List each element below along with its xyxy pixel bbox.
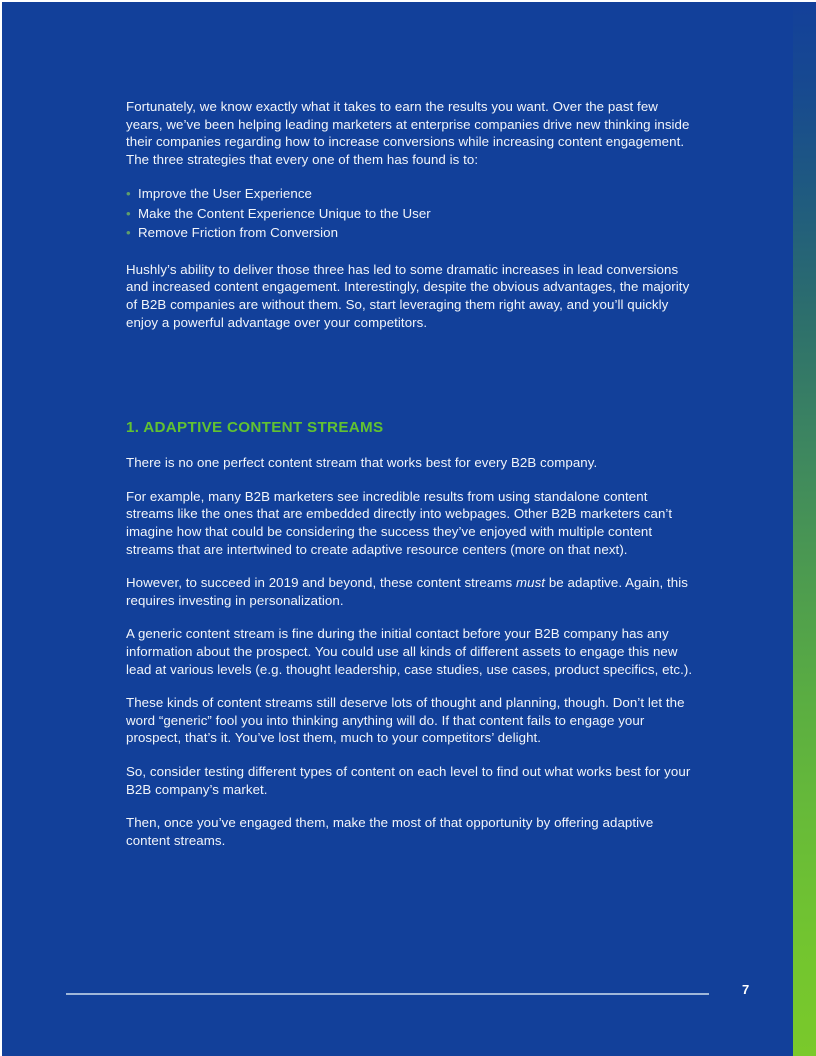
- list-item: [126, 204, 698, 224]
- list-item-label: Improve the User Experience: [138, 186, 312, 202]
- bullet-dot-icon: •: [126, 186, 131, 202]
- list-item-label: Make the Content Experience Unique to the User: [138, 205, 431, 221]
- section-paragraph-1: There is no one perfect content stream that works best for every B2B company.: [126, 455, 598, 471]
- footer-divider: [66, 993, 709, 995]
- list-item-label: Remove Friction from Conversion: [138, 225, 339, 241]
- section-paragraph-7: Then, once you’ve engaged them, make the most of that opportunity by offering adaptive content streams.: [126, 815, 654, 848]
- page-number: 7: [742, 982, 750, 997]
- page-content: [126, 98, 698, 849]
- section-paragraph-2: For example, many B2B marketers see incredible results from using standalone content streams like the ones that are embedded directly into webpages. Other B2B marketers can’t imagine how that could be considering the success they’ve enjoyed with multiple content streams that are intertwined to create adaptive resource centers (more on that next).: [126, 488, 673, 557]
- section-paragraph-3: [126, 574, 698, 609]
- section-paragraph-3-emphasis: must: [515, 575, 546, 591]
- section-paragraph-3-after: be adaptive. Again, this requires investing in personalization.: [126, 575, 688, 608]
- section-paragraph-6: So, consider testing different types of content on each level to find out what works best for your B2B company’s market.: [126, 763, 691, 797]
- bullet-dot-icon: •: [126, 225, 131, 241]
- intro-paragraph-2: Hushly’s ability to deliver those three has led to some dramatic increases in lead conversions and increased content engagement. Interestingly, despite the obvious advantages, the majority of B2B companies are without them. So, start leveraging them right away, and you’ll quickly enjoy a powerful advantage over your competitors.: [126, 261, 690, 330]
- section-paragraph-3-before: However, to succeed in 2019 and beyond, these content streams: [126, 575, 516, 591]
- page-footer: [66, 982, 816, 1006]
- section-paragraph-5: These kinds of content streams still deserve lots of thought and planning, though. Don’t let the word “generic” fool you into thinking anything will do. If that content fails to engage your prospect, that’s it. You’ve lost them, much to your competitors’ delight.: [126, 695, 685, 746]
- bullet-dot-icon: •: [126, 205, 131, 221]
- list-item: [126, 223, 698, 243]
- strategy-bullet-list: [126, 184, 698, 243]
- page-title: 1. ADAPTIVE CONTENT STREAMS: [126, 419, 384, 437]
- section-spacer: [126, 347, 698, 419]
- right-edge-gradient-stripe: [793, 2, 816, 1056]
- list-item: [126, 184, 698, 204]
- intro-paragraph-1: Fortunately, we know exactly what it takes to earn the results you want. Over the past few years, we’ve been helping leading marketers at enterprise companies drive new thinking inside their companies regarding how to increase conversions while increasing content engagement. The three strategies that every one of them has found is to:: [126, 99, 690, 167]
- section-paragraph-4: A generic content stream is fine during the initial contact before your B2B company has any information about the prospect. You could use all kinds of different assets to engage this new lead at various levels (e.g. thought leadership, case studies, use cases, product specifics, etc.).: [126, 626, 693, 677]
